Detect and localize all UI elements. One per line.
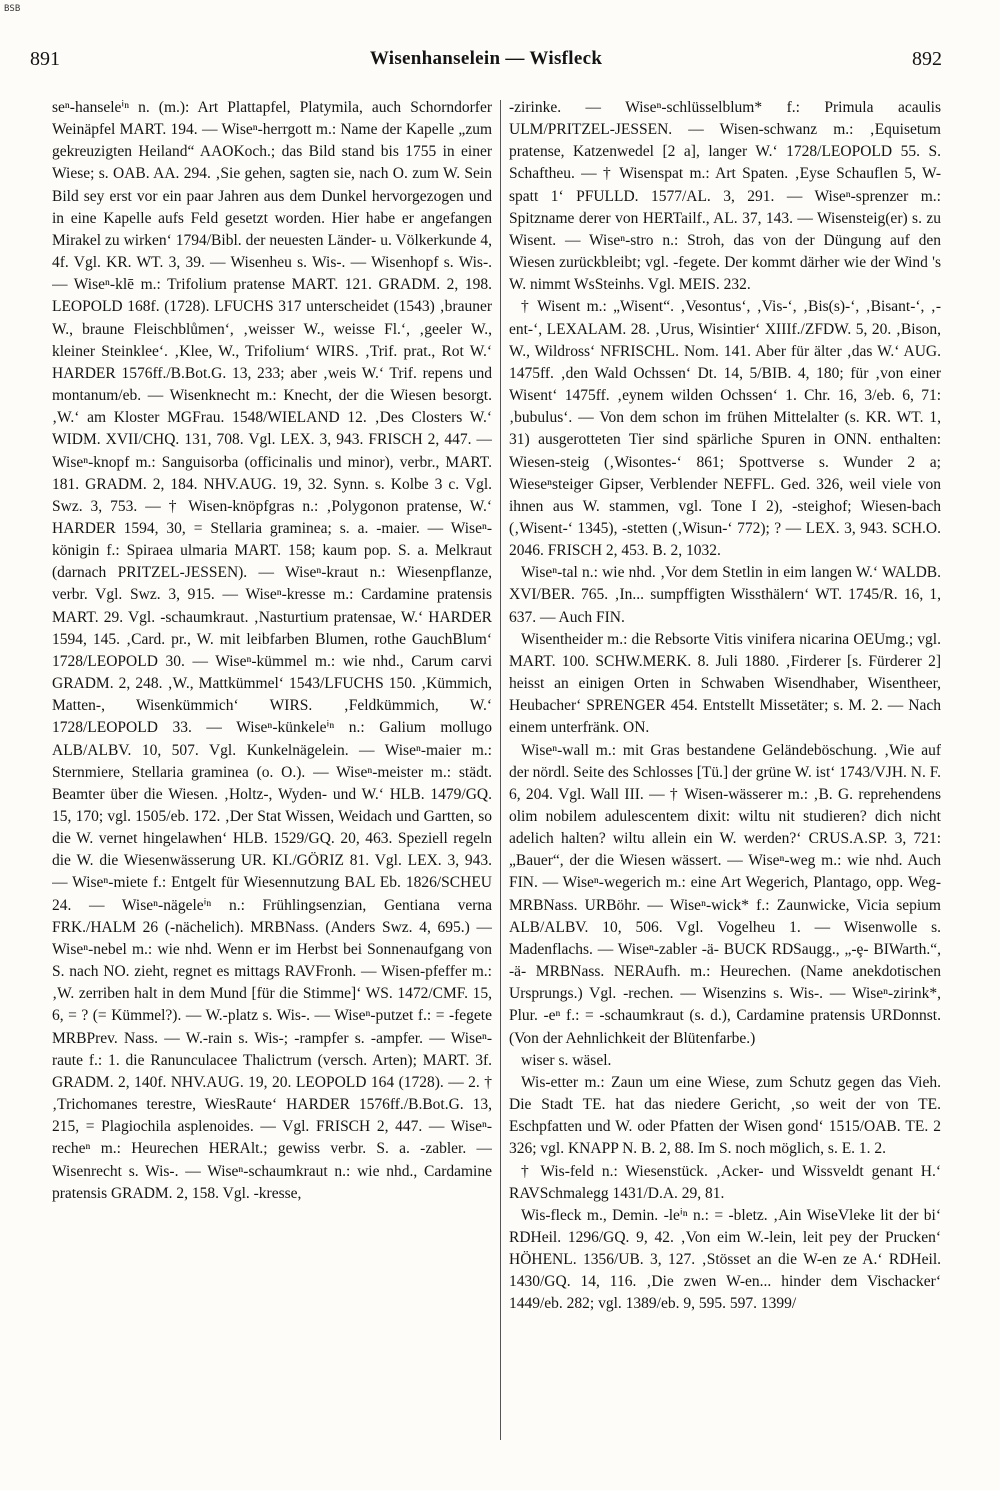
page-number-left: 891 <box>30 48 60 70</box>
dictionary-entry-wisetter: Wis-etter m.: Zaun um eine Wiese, zum Schutz gegen das Vieh. Die Stadt TE. hat das niedere Gericht, ‚so weit der von TE. Eschpfatten und W. oder Pfatten der Wisen gond‘ 1515/OAB. TE. 2 326; vgl. KNAPP N. B. 2, 88. Im S. noch möglich, s. E. 1. 2. <box>509 1073 941 1158</box>
dictionary-paragraph: -zirinke. — Wiseⁿ-schlüsselblum* f.: Primula acaulis ULM/PRITZEL-JESSEN. — Wisen-schwanz m.: ‚Equisetum pratense, Katzenwedel [2 a], langer W.‘ 1728/LEOPOLD 55. S. Schaftheu. — † Wisenspat m.: Art Spaten. ‚Eyse Schauflen 5, W-spatt 1‘ PFULLD. 1577/AL. 3, 291. — Wiseⁿ-sprenzer m.: Spitzname derer von HERTailf., AL. 37, 143. — Wisensteig(er) s. zu Wisent. — Wiseⁿ-stro n.: Stroh, das von der Düngung auf den Wiesen zurückbleibt; vgl. -fegete. Der kommt därher wie der Wind 's W. nimmt WsSteinhs. Vgl. MEIS. 232. <box>509 99 941 294</box>
page-number-right: 892 <box>912 48 942 70</box>
left-column <box>52 97 492 1447</box>
dictionary-entry-wisent: † Wisent m.: „Wisent“. ‚Vesontus‘, ‚Vis-‘, ‚Bis(s)-‘, ‚Bisant-‘, ‚-ent-‘, LEXALAM. 28. ‚Urus, Wisintier‘ XIIIf./ZFDW. 5, 20. ‚Bison, W., Wildross‘ NFRISCHL. Nom. 141. Aber für älter ‚das W.‘ AUG. 1475ff. ‚den Wald Ochssen‘ Dt. 14, 5/BIB. 4, 180; für ‚von einer Wisent‘ 1475ff. ‚eynem wilden Ochssen‘ 1. Chr. 16, 3/eb. 6, 71: ‚bubulus‘. — Von dem schon im frühen Mittelalter (s. KR. WT. 1, 31) ausgerotteten Tier sind spärliche Spuren in ONN. enthalten: Wiesen-steig (‚Wisontes-‘ 861; Spottverse s. Wunder 2 a; Wieseⁿsteiger Gipser, Verblender NEFFL. Ged. 326, weil viele von ihnen aus W. stammen, vgl. Tone I 2), -steighof; Wiesen-bach (‚Wisent-‘ 1345), -stetten (‚Wisun-‘ 772); ? — LEX. 3, 943. SCH.O. 2046. FRISCH 2, 453. B. 2, 1032. <box>509 298 941 560</box>
running-title: Wisenhanselein — Wisfleck <box>369 48 603 69</box>
column-divider <box>500 100 501 1440</box>
page-header <box>30 48 942 76</box>
dictionary-entry-wisental: Wiseⁿ-tal n.: wie nhd. ‚Vor dem Stetlin in eim langen W.‘ WALDB. XVI/BER. 765. ‚In... sumpffigten Wissthälern‘ WT. 1745/R. 16, 1, 637. — Auch FIN. <box>509 564 941 626</box>
right-column <box>509 97 941 1447</box>
dictionary-paragraph: seⁿ-hanseleⁱⁿ n. (m.): Art Plattapfel, Platymila, auch Schorndorfer Weinäpfel MART. 194. — Wiseⁿ-herrgott m.: Name der Kapelle „zum gekreuzigten Heiland“ AAOKoch.; das Bild stand bis 1755 in einer Wiese; s. OAB. AA. 294. ‚Sie gehen, sagten sie, nach O. zum W. Sein Bild sey erst vor ein paar Jahren aus dem Dunkel hervorgezogen und in eine Kapelle aufs Feld gesetzt worden. Hier habe er angefangen Mirakel zu wirken‘ 1794/Bibl. der neuesten Länder- u. Völkerkunde 4, 4f. Vgl. KR. WT. 3, 39. — Wisenheu s. Wis-. — Wisenhopf s. Wis-. — Wiseⁿ-klē m.: Trifolium pratense MART. 121. GRADM. 2, 198. LEOPOLD 168f. (1728). LFUCHS 317 unterscheidet (1543) ‚brauner W., braune Fleischblůmen‘, ‚weisser W., weisse Fl.‘, ‚geeler W., kleiner Steinklee‘. ‚Klee, W., Trifolium‘ WIRS. ‚Trif. prat., Rot W.‘ HARDER 1576ff./B.Bot.G. 13, 233; aber ‚weis W.‘ Trif. repens und montanum/eb. — Wisenknecht m.: Knecht, der die Wiesen besorgt. ‚W.‘ am Kloster MGFrau. 1548/WIELAND 12. ‚Des Closters W.‘ WIDM. XVII/CHQ. 131, 708. Vgl. LEX. 3, 943. FRISCH 2, 447. — Wiseⁿ-knopf m.: Sanguisorba (officinalis und minor), verbr., MART. 181. GRADM. 2, 184. NHV.AUG. 19, 32. Synn. s. Kolbe 3 c. Vgl. Swz. 3, 753. — † Wisen-knöpfgras n.: ‚Polygonon pratense, W.‘ HARDER 1594, 30, = Stellaria graminea; s. a. -maier. — Wiseⁿ-königin f.: Spiraea ulmaria MART. 158; kaum pop. S. a. Melkraut (darnach PRITZEL-JESSEN). — Wiseⁿ-kraut n.: Wiesenpflanze, verbr. Vgl. Swz. 3, 915. — Wiseⁿ-kresse m.: Cardamine pratensis MART. 29. Vgl. -schaumkraut. ‚Nasturtium pratensae, W.‘ HARDER 1594, 145. ‚Card. pr., W. mit leibfarben Blumen, rothe GauchBlum‘ 1728/LEOPOLD 30. — Wiseⁿ-kümmel m.: wie nhd., Carum carvi GRADM. 2, 248. ‚W., Mattkümmel‘ 1543/LFUCHS 150. ‚Kümmich, Matten-, Wisenkümmich‘ WIRS. ‚Feldkümmich, W.‘ 1728/LEOPOLD 33. — Wiseⁿ-künkeleⁱⁿ n.: Galium mollugo ALB/ALBV. 10, 507. Vgl. Kunkelnägelein. — Wiseⁿ-maier m.: Sternmiere, Stellaria graminea (o. O.). — Wiseⁿ-meister m.: städt. Beamter über die Wiesen. ‚Holtz-, Wyden- und W.‘ HLB. 1479/GQ. 15, 170; vgl. 1505/eb. 172. ‚Der Stat Wissen, Weidach und Gartten, so die W. vernet hingelawhen‘ HLB. 1529/GQ. 20, 463. Speziell regeln die W. die Wiesenwässerung UR. KI./GÖRIZ 81. Vgl. LEX. 3, 943. — Wiseⁿ-miete f.: Entgelt für Wiesennutzung BAL Eb. 1826/SCHEU 24. — Wiseⁿ-nägeleⁱⁿ n.: Frühlingsenzian, Gentiana verna FRK./HALM 26 (-nächelich). MRBNass. (Anders Swz. 4, 695.) — Wiseⁿ-nebel m.: wie nhd. Wenn er im Herbst bei Sonnenaufgang von S. nach NO. zieht, regnet es mittags RAVFronh. — Wisen-pfeffer m.: ‚W. zerriben halt in dem Mund [für die Stimme]‘ WS. 1472/CMF. 15, 6, = ? (= Kümmel?). — W.-platz s. Wis-. — Wiseⁿ-putzet f.: = -fegete MRBPrev. Nass. — W.-rain s. Wis-; -rampfer s. -ampfer. — Wiseⁿ-raute f.: 1. die Ranunculacee Thalictrum (versch. Arten); MART. 3f. GRADM. 2, 140f. NHV.AUG. 19, 20. LEOPOLD 164 (1728). — 2. † ‚Trichomanes terestre, WiesRaute‘ HARDER 1576ff./B.Bot.G. 13, 215, = Plagiochila asplenoides. — Vgl. FRISCH 2, 447. — Wiseⁿ-recheⁿ m.: Heurechen HERAlt.; gewiss verbr. S. a. -zabler. — Wisenrecht s. Wis-. — Wiseⁿ-schaumkraut n.: wie nhd., Cardamine pratensis GRADM. 2, 158. Vgl. -kresse, <box>52 99 492 1202</box>
dictionary-entry-wisfeld: † Wis-feld n.: Wiesenstück. ‚Acker- und Wissveldt genant H.‘ RAVSchmalegg 1431/D.A. 29, 81. <box>509 1162 941 1202</box>
dictionary-entry-wisfleck: Wis-fleck m., Demin. -leⁱⁿ n.: = -bletz. ‚Ain WiseVleke lit der bi‘ RDHeil. 1296/GQ. 9, 42. ‚Von eim W.-lein, leit pey der Prucken‘ HÖHENL. 1356/UB. 3, 127. ‚Stösset an die W-en ze A.‘ RDHeil. 1430/GQ. 14, 116. ‚Die zwen W-en... hinder dem Vischacker‘ 1449/eb. 282; vgl. 1389/eb. 9, 595. 597. 1399/ <box>509 1206 941 1313</box>
dictionary-entry-wisenwall: Wiseⁿ-wall m.: mit Gras bestandene Geländeböschung. ‚Wie auf der nördl. Seite des Schlosses [Tü.] der grüne W. ist‘ 1743/VJH. N. F. 6, 204. Vgl. Wall III. — † Wisen-wässerer m.: ‚B. G. reprehendens olim nobilem adulescentem dixit: wiltu nit studieren? dich nicht adelich halten? wiltu allein ein W. werden?‘ CRUS.A.SP. 3, 721: „Bauer“, der die Wiesen wässert. — Wiseⁿ-weg m.: wie nhd. Auch FIN. — Wiseⁿ-wegerich m.: eine Art Wegerich, Plantago, opp. Weg- MRBNass. URBöhr. — Wiseⁿ-wick* f.: Zaunwicke, Vicia sepium ALB/ALBV. 10, 506. Vgl. Vogelheu 1. — Wisenwolle s. Madenflachs. — Wiseⁿ-zabler -ä- BUCK RDSaugg., „-ȩ- BIWarth.“, -ä- MRBNass. NERAufh. m.: Heurechen. (Name anekdotischen Ursprungs.) Vgl. -rechen. — Wisenzins s. Wis-. — Wiseⁿ-zirink*, Plur. -eⁿ f.: = -schaumkraut (s. d.), Cardamine pratensis URDonnst. (Von der Aehnlichkeit der Blütenfarbe.) <box>509 741 941 1047</box>
library-watermark: BSB <box>4 4 21 14</box>
dictionary-entry-wisentheider: Wisentheider m.: die Rebsorte Vitis vinifera nicarina OEUmg.; vgl. MART. 100. SCHW.MERK. 8. Juli 1880. ‚Firderer [s. Fürderer 2] heisst an einigen Orten in Schwaben Wisendhaber, Wisentheer, Heubacher‘ SPRENGER 454. Entstellt Missetäter; s. M. 2. — Nach einem unterfränk. ON. <box>509 630 941 737</box>
dictionary-entry-wiser: wiser s. wäsel. <box>521 1051 612 1069</box>
